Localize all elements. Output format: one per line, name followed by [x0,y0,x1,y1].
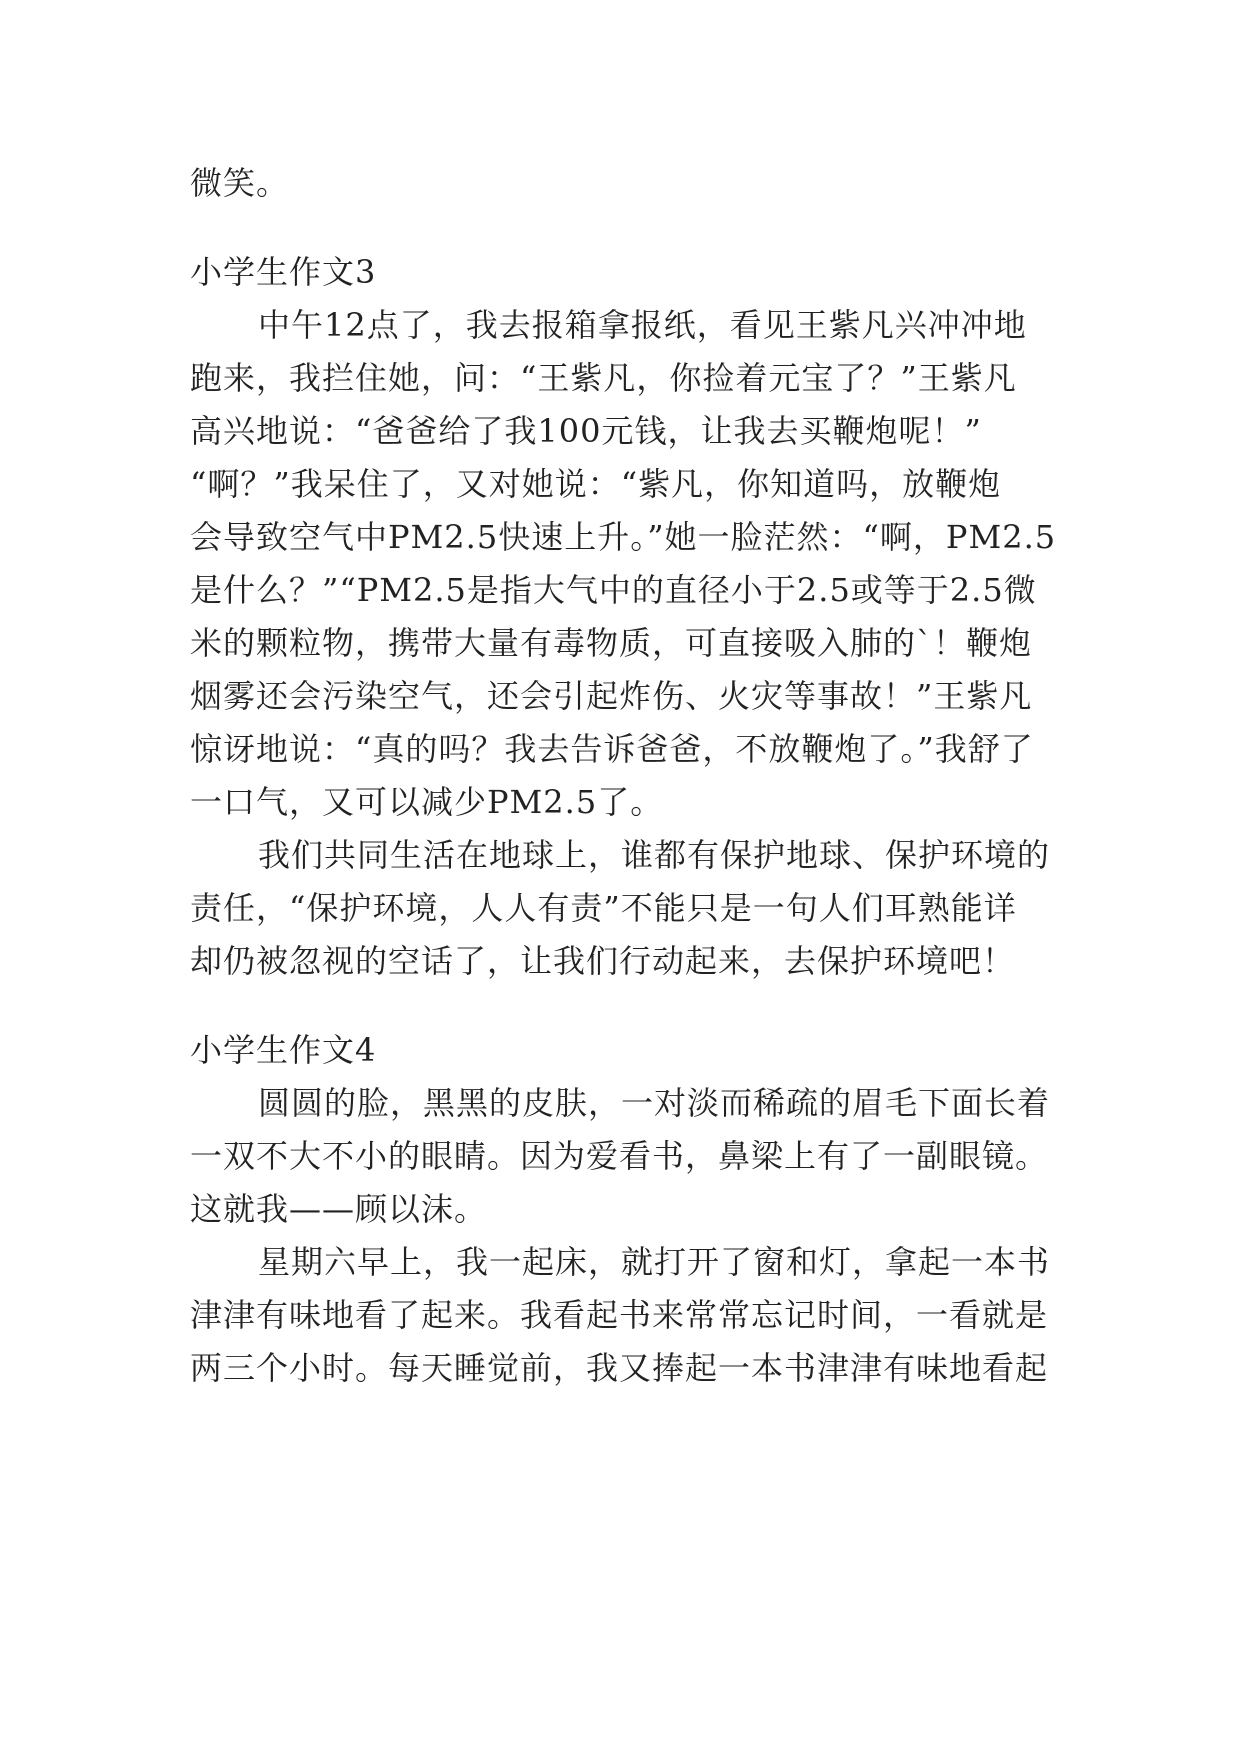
paragraph-line: 责任，“保护环境，人人有责”不能只是一句人们耳熟能详 [190,889,1017,927]
paragraph-line: 圆圆的脸，黑黑的皮肤，一对淡而稀疏的眉毛下面长着 [258,1084,1051,1122]
paragraph-line: 中午12点了，我去报箱拿报纸，看见王紫凡兴冲冲地 [258,306,1027,344]
section-heading: 小学生作文3 [190,253,377,291]
paragraph-line: 我们共同生活在地球上，谁都有保护地球、保护环境的 [258,836,1051,874]
paragraph-line: 星期六早上，我一起床，就打开了窗和灯，拿起一本书 [258,1243,1051,1281]
paragraph-line: 一口气，又可以减少PM2.5了。 [190,783,664,821]
text-line: 微笑。 [190,164,290,202]
paragraph-line: 高兴地说：“爸爸给了我100元钱，让我去买鞭炮呢！” [190,412,982,450]
paragraph-line: 会导致空气中PM2.5快速上升。”她一脸茫然：“啊，PM2.5 [190,518,1057,556]
paragraph-line: 惊讶地说：“真的吗？我去告诉爸爸，不放鞭炮了。”我舒了 [190,730,1034,768]
paragraph-line: 烟雾还会污染空气，还会引起炸伤、火灾等事故！”王紫凡 [190,677,1033,715]
paragraph-line: 跑来，我拦住她，问：“王紫凡，你捡着元宝了？”王紫凡 [190,359,1017,397]
paragraph-line: 是什么？”“PM2.5是指大气中的直径小于2.5或等于2.5微 [190,571,1037,609]
paragraph-line: 米的颗粒物，携带大量有毒物质，可直接吸入肺的`！鞭炮 [190,624,1033,662]
paragraph-line: “啊？”我呆住了，又对她说：“紫凡，你知道吗，放鞭炮 [190,465,1002,503]
paragraph-line: 一双不大不小的眼睛。因为爱看书，鼻梁上有了一副眼镜。 [190,1137,1049,1175]
paragraph-line: 这就我——顾以沫。 [190,1190,488,1228]
paragraph-line: 却仍被忽视的空话了，让我们行动起来，去保护环境吧！ [190,942,1016,980]
paragraph-line: 津津有味地看了起来。我看起书来常常忘记时间，一看就是 [190,1296,1049,1334]
paragraph-line: 两三个小时。每天睡觉前，我又捧起一本书津津有味地看起 [190,1349,1049,1387]
section-heading: 小学生作文4 [190,1031,377,1069]
